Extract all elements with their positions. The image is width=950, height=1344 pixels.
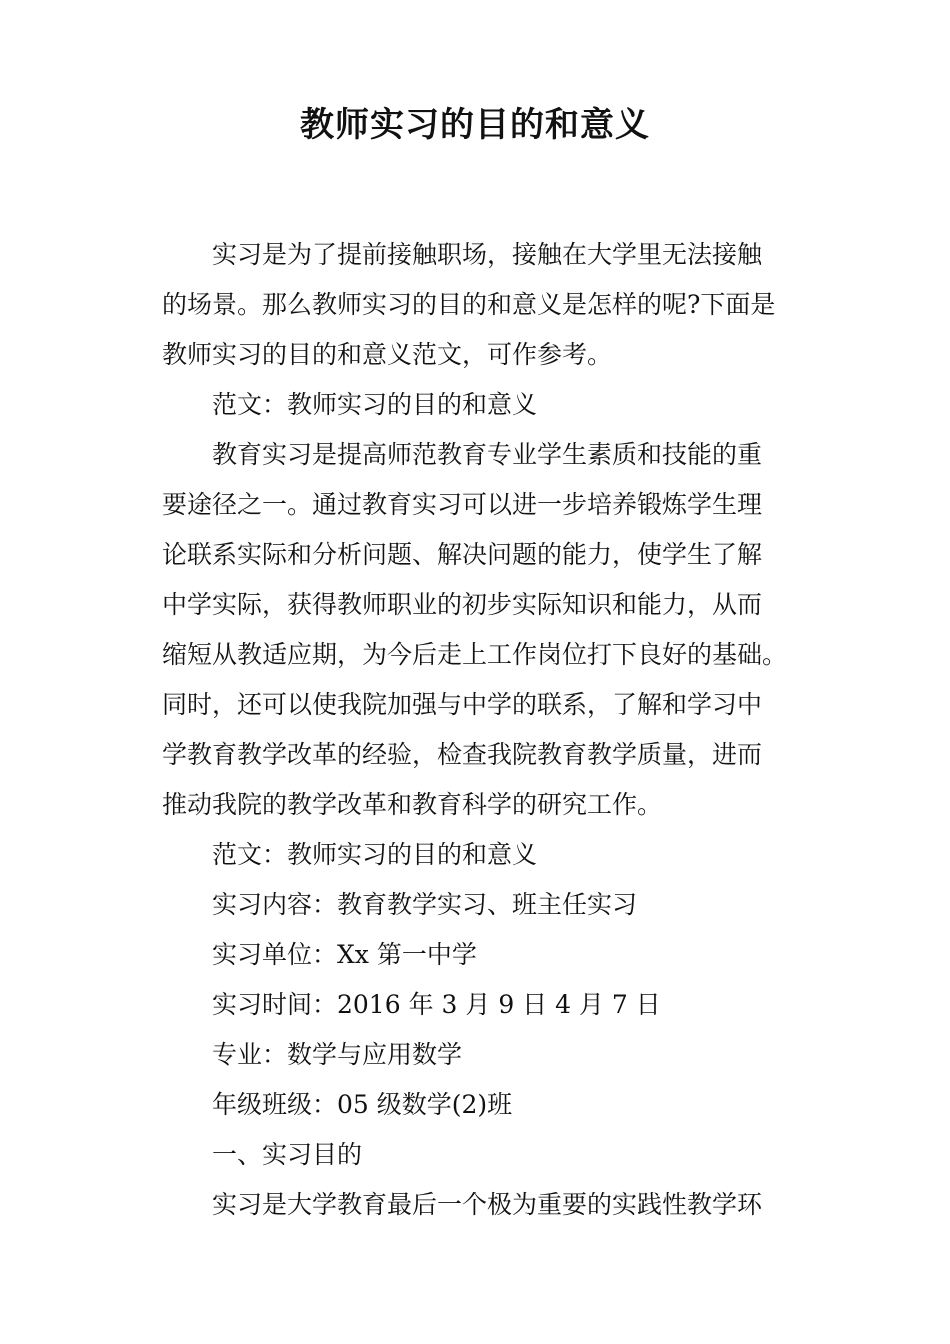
text-line: 论联系实际和分析问题、解决问题的能力，使学生了解: [162, 540, 763, 569]
text-line: 教师实习的目的和意义范文，可作参考。: [162, 340, 613, 369]
text-line: 范文：教师实习的目的和意义: [212, 390, 538, 419]
text-line: 实习是大学教育最后一个极为重要的实践性教学环: [212, 1190, 763, 1219]
text-line: 一、实习目的: [212, 1140, 363, 1169]
text-line: 学教育教学改革的经验，检查我院教育教学质量，进而: [162, 740, 763, 769]
text-line: 实习内容：教育教学实习、班主任实习: [212, 890, 638, 919]
text-line: 年级班级：05 级数学(2)班: [212, 1090, 513, 1119]
text-line: 同时，还可以使我院加强与中学的联系，了解和学习中: [162, 690, 763, 719]
text-line: 的场景。那么教师实习的目的和意义是怎样的呢?下面是: [162, 290, 776, 319]
document-body: [162, 230, 822, 1230]
text-line: 要途径之一。通过教育实习可以进一步培养锻炼学生理: [162, 490, 763, 519]
text-line: 实习单位：Xx 第一中学: [212, 940, 477, 969]
document-title: 教师实习的目的和意义: [300, 105, 650, 145]
text-line: 专业：数学与应用数学: [212, 1040, 463, 1069]
text-line: 范文：教师实习的目的和意义: [212, 840, 538, 869]
text-line: 中学实际，获得教师职业的初步实际知识和能力，从而: [162, 590, 763, 619]
text-line: 推动我院的教学改革和教育科学的研究工作。: [162, 790, 663, 819]
text-line: 教育实习是提高师范教育专业学生素质和技能的重: [212, 440, 763, 469]
text-line: 缩短从教适应期，为今后走上工作岗位打下良好的基础。: [162, 640, 788, 669]
text-line: 实习时间：2016 年 3 月 9 日 4 月 7 日: [212, 990, 661, 1019]
text-line: 实习是为了提前接触职场，接触在大学里无法接触: [212, 240, 763, 269]
